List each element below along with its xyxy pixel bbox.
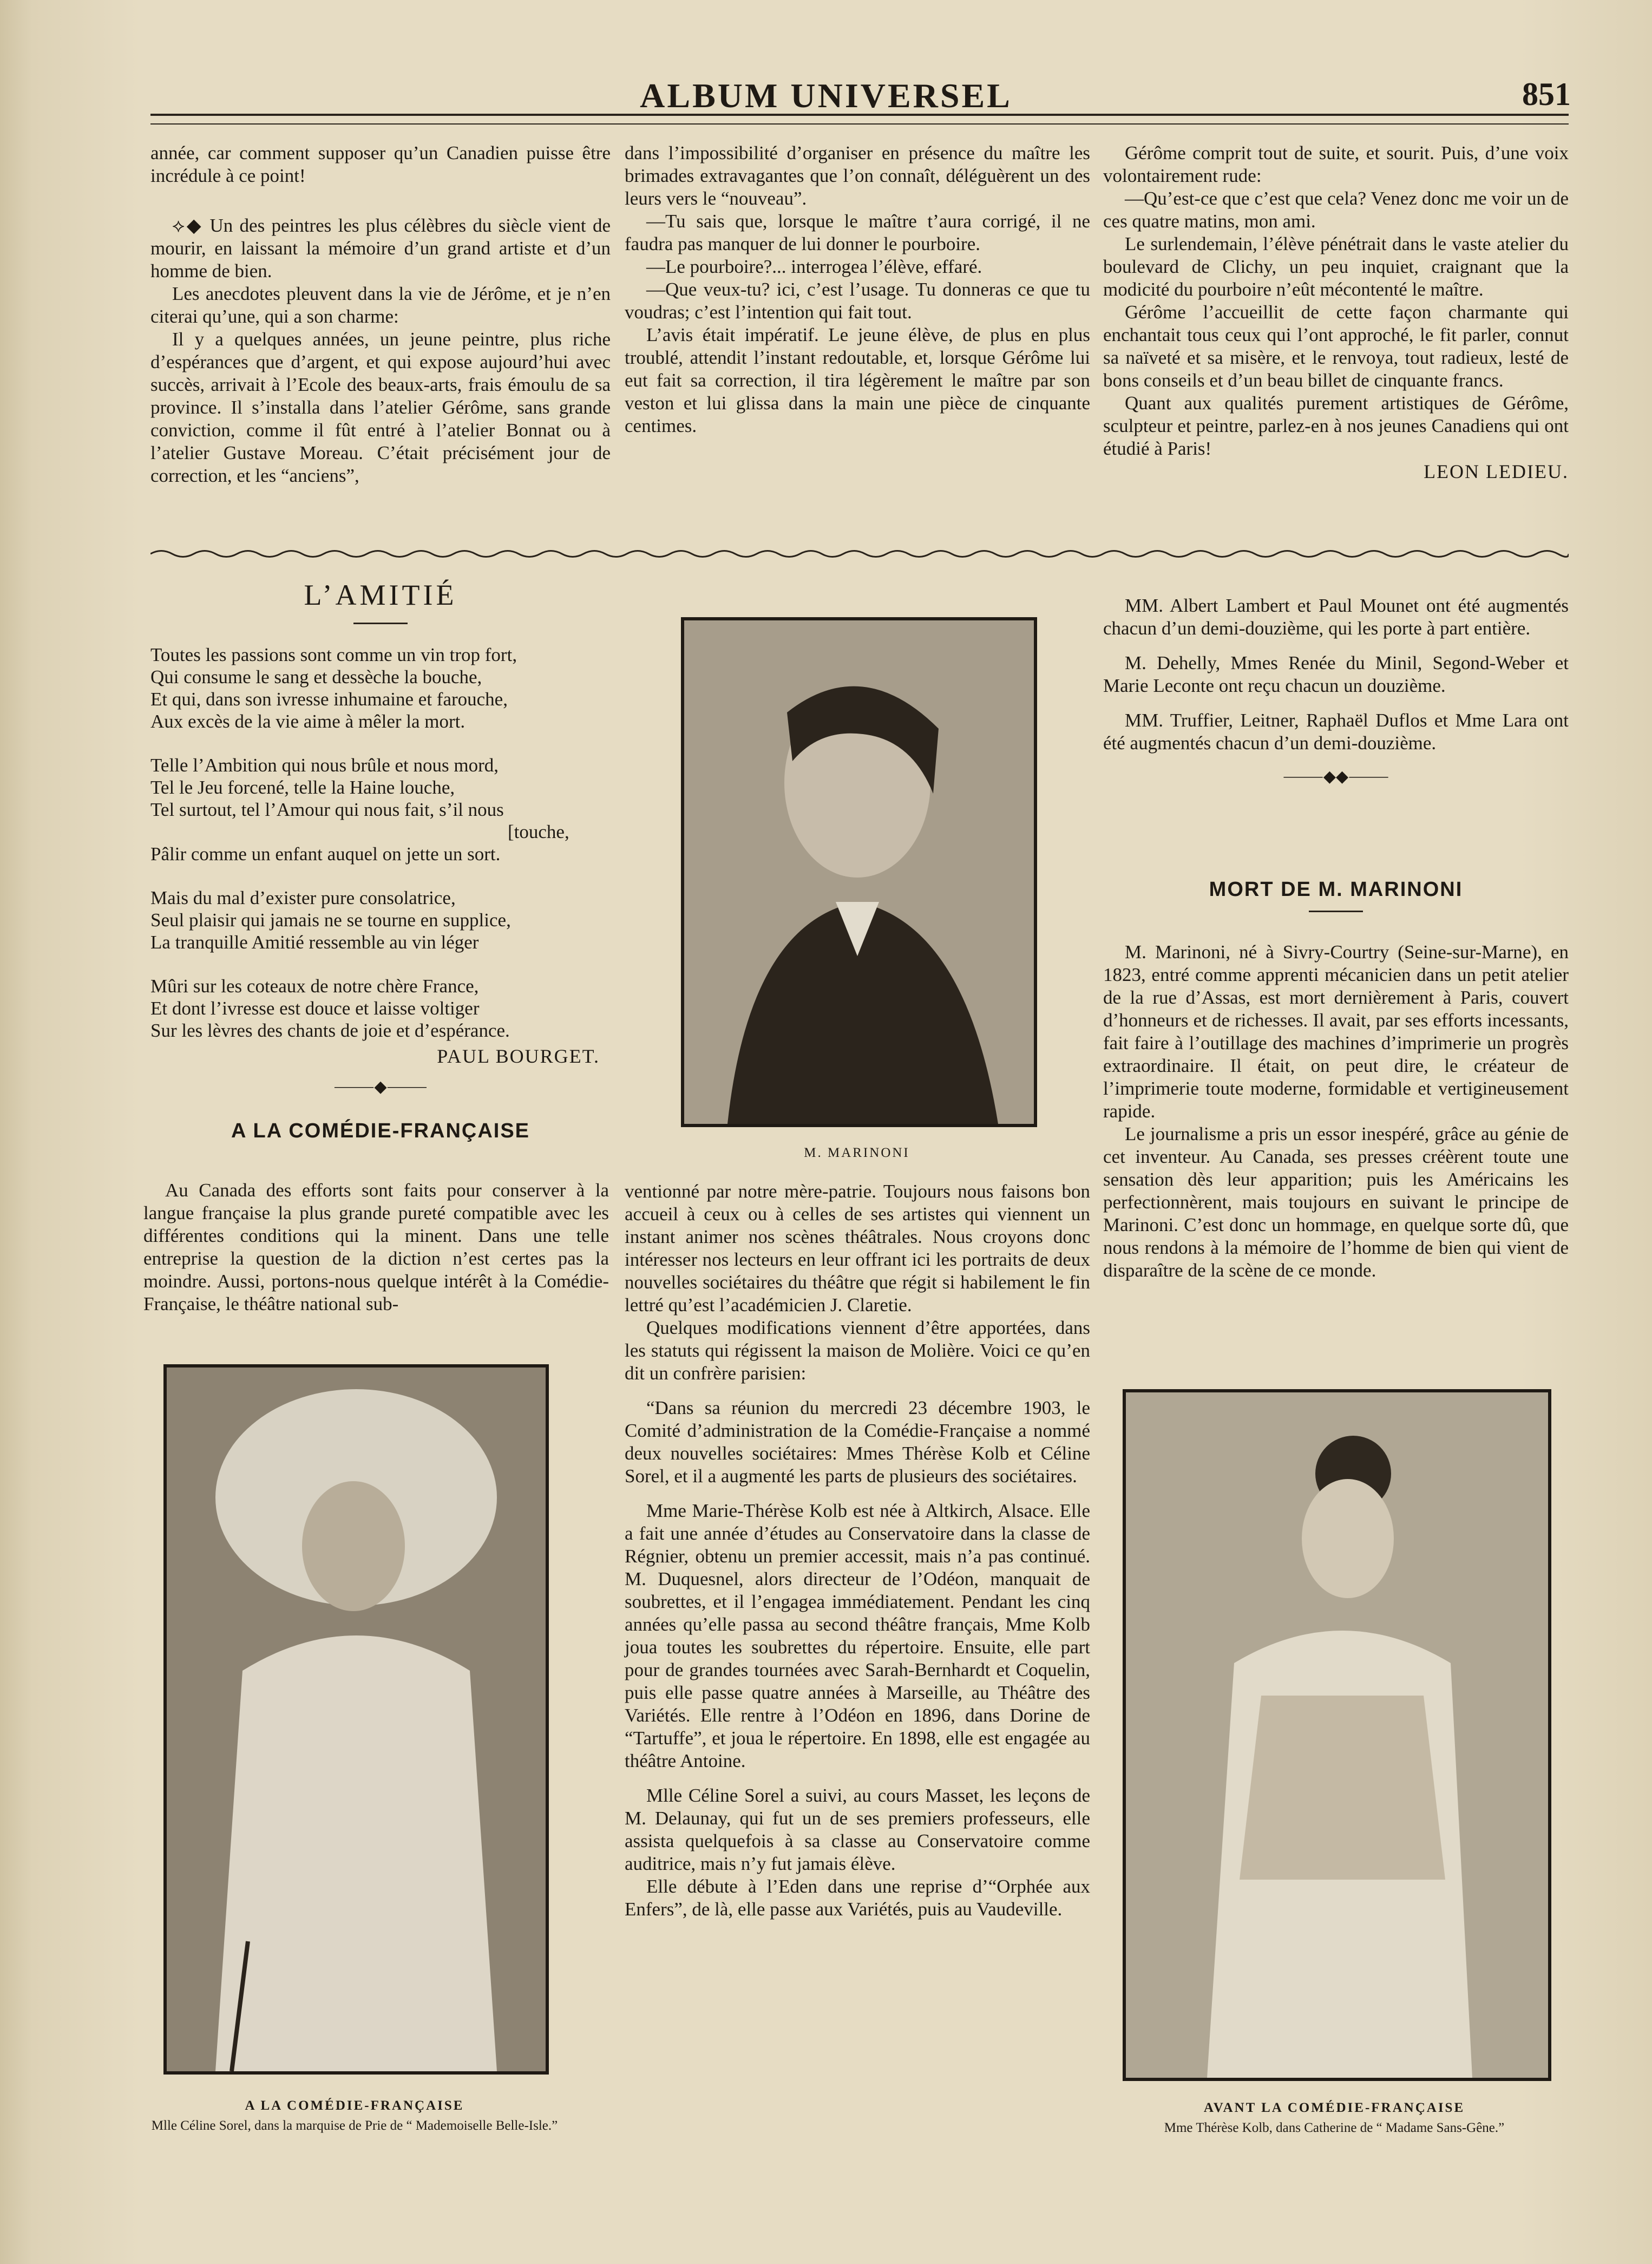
photo-therese-kolb — [1123, 1389, 1551, 2081]
poem-title: L’AMITIÉ — [304, 579, 457, 611]
top-column-3 — [1103, 142, 1569, 483]
poem-line: Tel surtout, tel l’Amour qui nous fait, s’il nous — [150, 799, 504, 820]
paragraph: ⟡◆ Un des peintres les plus célèbres du siècle vient de mourir, en laissant la mémoire d’un grand artiste et d’un homme de bien. — [150, 215, 611, 282]
poem-line: Telle l’Ambition qui nous brûle et nous mord, — [150, 755, 499, 776]
paragraph: Quelques modifications viennent d’être apportées, dans les statuts qui régissent la maison de Molière. Voici ce qu’en dit un confrère parisien: — [625, 1317, 1090, 1384]
page-number: 851 — [1522, 76, 1571, 112]
paragraph: année, car comment supposer qu’un Canadien puisse être incrédule à ce point! — [150, 142, 611, 186]
paragraph: Il y a quelques années, un jeune peintre, plus riche d’espérances que d’argent, et qui expose aujourd’hui avec succès, arrivait à l’Ecole des beaux-arts, frais émoulu de sa province. Il s’installa dans l’atelier Gérôme, sans grande conviction, comme il fût entré à l’atelier Bonnat ou à l’atelier Gustave Moreau. C’était précisément jour de correction, et les “anciens”, — [150, 329, 611, 486]
paragraph: Le journalisme a pris un essor inespéré, grâce au génie de cet inventeur. Au Canada, ses presses créèrent toute une sensation dès leur apparition; puis les Américains les perfectionnèrent, mais toujours en suivant le principe de Marinoni. C’est donc un hommage, en quelque sorte dû, que nous rendons à la mémoire de l’homme de bien qui vient de disparaître de la scène de ce monde. — [1103, 1123, 1569, 1281]
comedie-column-2 — [625, 1180, 1090, 1921]
wavy-separator — [150, 547, 1569, 561]
caption-title-sorel: A LA COMÉDIE-FRANÇAISE — [245, 2098, 464, 2113]
caption-marinoni: M. MARINONI — [804, 1146, 910, 1160]
paragraph: M. Marinoni, né à Sivry-Courtry (Seine-sur-Marne), en 1823, entré comme apprenti mécanicien dans un petit atelier de la rue d’Assas, est mort dernièrement à Paris, couvert d’honneurs et de richesses. Il avait, par ses efforts incessants, fait faire à l’outillage des machines d’imprimerie un progrès extraordinaire. Il était, on peut dire, le créateur de l’imprimerie toute moderne, formidable et vertigineusement rapide. — [1103, 941, 1569, 1122]
paragraph: Gérôme comprit tout de suite, et sourit. Puis, d’une voix volontairement rude: — [1103, 142, 1569, 186]
paragraph: “Dans sa réunion du mercredi 23 décembre 1903, le Comité d’administration de la Comédie-Française a nommé deux nouvelles sociétaires: Mmes Thérèse Kolb et Céline Sorel, et il a augmenté les parts de plusieurs des sociétaires. — [625, 1397, 1090, 1487]
paragraph: —Le pourboire?... interrogea l’élève, effaré. — [646, 256, 982, 277]
poem-author: PAUL BOURGET. — [437, 1045, 600, 1067]
ornament-divider: ⸻◆◆⸻ — [1283, 768, 1389, 786]
paragraph: Au Canada des efforts sont faits pour conserver à la langue française la plus grande pureté compatible avec les différentes conditions qui la minent. Dans une telle entreprise la question de la diction n’est certes pas la moindre. Aussi, portons-nous quelque intérêt à la Comédie-Française, le théâtre national sub- — [143, 1180, 609, 1314]
caption-sub-sorel: Mlle Céline Sorel, dans la marquise de Prie de “ Mademoiselle Belle-Isle.” — [151, 2118, 558, 2133]
poem-line: Et qui, dans son ivresse inhumaine et farouche, — [150, 689, 508, 710]
photo-celine-sorel — [163, 1364, 549, 2075]
poem-line: Seul plaisir qui jamais ne se tourne en supplice, — [150, 909, 511, 931]
poem-line: Et dont l’ivresse est douce et laisse voltiger — [150, 998, 480, 1019]
paragraph: M. Dehelly, Mmes Renée du Minil, Segond-Weber et Marie Leconte ont reçu chacun un douzième. — [1103, 652, 1569, 696]
paragraph: —Tu sais que, lorsque le maître t’aura corrigé, il ne faudra pas manquer de lui donner le pourboire. — [625, 211, 1090, 254]
poem-line: [touche, — [508, 821, 569, 842]
poem-line: Sur les lèvres des chants de joie et d’espérance. — [150, 1020, 510, 1041]
paragraph: —Qu’est-ce que c’est que cela? Venez donc me voir un de ces quatre matins, mon ami. — [1103, 188, 1569, 232]
portrait-woman-image — [167, 1367, 546, 2071]
poem-stanza — [150, 887, 611, 953]
portrait-actress-image — [1126, 1392, 1548, 2078]
paragraph: Mme Marie-Thérèse Kolb est née à Altkirch, Alsace. Elle a fait une année d’études au Conservatoire dans la classe de Régnier, obtenu un premier accessit, mais n’a pas continué. M. Duquesnel, alors directeur de l’Odéon, manquait de soubrettes, et il l’engagea immédiatement. Pendant les cinq années qu’elle passa au second théâtre français, Mme Kolb joua toutes les soubrettes du répertoire. Ensuite, elle part pour de grandes tournées avec Sarah-Bernhardt et Coquelin, puis elle passe quatre années à Marseille, au Théâtre des Variétés. Elle rentre à l’Odéon en 1896, dans Dorine de “Tartuffe”, et joua le répertoire. En 1898, elle est engagée au théâtre Antoine. — [625, 1500, 1090, 1771]
top-column-2 — [625, 142, 1090, 437]
paragraph: MM. Albert Lambert et Paul Mounet ont été augmentés chacun d’un demi-douzième, qui les porte à part entière. — [1103, 595, 1569, 639]
paragraph: —Que veux-tu? ici, c’est l’usage. Tu donneras ce que tu voudras; c’est l’intention qui fait tout. — [625, 279, 1090, 323]
page-header-title: ALBUM UNIVERSEL — [640, 76, 1012, 115]
ornament-divider: ⸻◆⸻ — [333, 1078, 428, 1096]
paragraph: Le surlendemain, l’élève pénétrait dans le vaste atelier du boulevard de Clichy, un peu inquiet, craignant que la modicité du pourboire n’eût mécontenté le maître. — [1103, 233, 1569, 300]
top-column-1 — [150, 142, 611, 487]
section-heading-marinoni: MORT DE M. MARINONI — [1209, 878, 1463, 901]
section-heading-comedie: A LA COMÉDIE-FRANÇAISE — [231, 1120, 530, 1142]
paragraph: ventionné par notre mère-patrie. Toujours nous faisons bon accueil à ceux ou à celles de ses artistes qui viennent un instant animer nos scènes théâtrales. Nous croyons donc intéresser nos lecteurs en leur offrant ici les portraits de deux nouvelles sociétaires du théâtre que régit si habilement le fin lettré qu’est l’académicien J. Claretie. — [625, 1181, 1090, 1316]
poem-text — [150, 644, 611, 1042]
marinoni-article — [1103, 941, 1569, 1282]
header-rule — [150, 114, 1569, 125]
paragraph: dans l’impossibilité d’organiser en présence du maître les brimades extravagantes que l’on connaît, déléguèrent un des leurs vers le “nouveau”. — [625, 142, 1090, 209]
photo-marinoni — [681, 617, 1037, 1127]
title-rule — [1309, 911, 1363, 912]
article-signature: LEON LEDIEU. — [1424, 461, 1569, 482]
poem-line: Aux excès de la vie aime à mêler la mort. — [150, 711, 466, 732]
paragraph: MM. Truffier, Leitner, Raphaël Duflos et Mme Lara ont été augmentés chacun d’un demi-douzième. — [1103, 710, 1569, 754]
paragraph: Elle débute à l’Eden dans une reprise d’“Orphée aux Enfers”, de là, elle passe aux Variétés, puis au Vaudeville. — [625, 1876, 1090, 1920]
caption-sub-kolb: Mme Thérèse Kolb, dans Catherine de “ Madame Sans-Gêne.” — [1164, 2121, 1505, 2135]
poem-stanza — [150, 975, 611, 1042]
paragraph: L’avis était impératif. Le jeune élève, de plus en plus troublé, attendit l’instant redoutable, et, lorsque Gérôme lui eut fait sa correction, il tira légèrement le maître par son veston et lui glissa dans la main une pièce de cinquante centimes. — [625, 324, 1090, 436]
paragraph: Mlle Céline Sorel a suivi, au cours Masset, les leçons de M. Delaunay, qui fut un de ses premiers professeurs, elle assista quelquefois à sa classe au Conservatoire comme auditrice, mais n’y fut jamais élève. — [625, 1785, 1090, 1874]
poem-line: Mûri sur les coteaux de notre chère France, — [150, 976, 479, 997]
poem-line: Qui consume le sang et dessèche la bouche, — [150, 666, 482, 688]
poem-stanza — [150, 644, 611, 732]
paragraph: Gérôme l’accueillit de cette façon charmante qui enchantait tous ceux qui l’ont approché, le fit parler, connut sa naïveté et sa misère, et le renvoya, tout radieux, lesté de bons conseils et d’un beau billet de cinquante francs. — [1103, 302, 1569, 391]
poem-line: La tranquille Amitié ressemble au vin léger — [150, 932, 479, 953]
poem-line: Toutes les passions sont comme un vin trop fort, — [150, 644, 517, 665]
caption-title-kolb: AVANT LA COMÉDIE-FRANÇAISE — [1203, 2101, 1465, 2115]
comedie-column-1 — [143, 1179, 609, 1316]
ornament-icon: ⟡◆ — [172, 215, 210, 236]
poem-stanza — [150, 754, 611, 865]
title-rule — [353, 623, 408, 624]
poem-line: Mais du mal d’exister pure consolatrice, — [150, 887, 456, 908]
comedie-column-3 — [1103, 594, 1569, 788]
paragraph: Quant aux qualités purement artistiques de Gérôme, sculpteur et peintre, parlez-en à nos jeunes Canadiens qui ont étudié à Paris! — [1103, 392, 1569, 459]
portrait-man-image — [684, 620, 1034, 1124]
poem-line: Tel le Jeu forcené, telle la Haine louche, — [150, 777, 455, 798]
poem-line: Pâlir comme un enfant auquel on jette un sort. — [150, 843, 501, 865]
poem-block — [150, 578, 611, 1097]
paragraph: Les anecdotes pleuvent dans la vie de Jérôme, et je n’en citerai qu’une, qui a son charme: — [150, 283, 611, 327]
